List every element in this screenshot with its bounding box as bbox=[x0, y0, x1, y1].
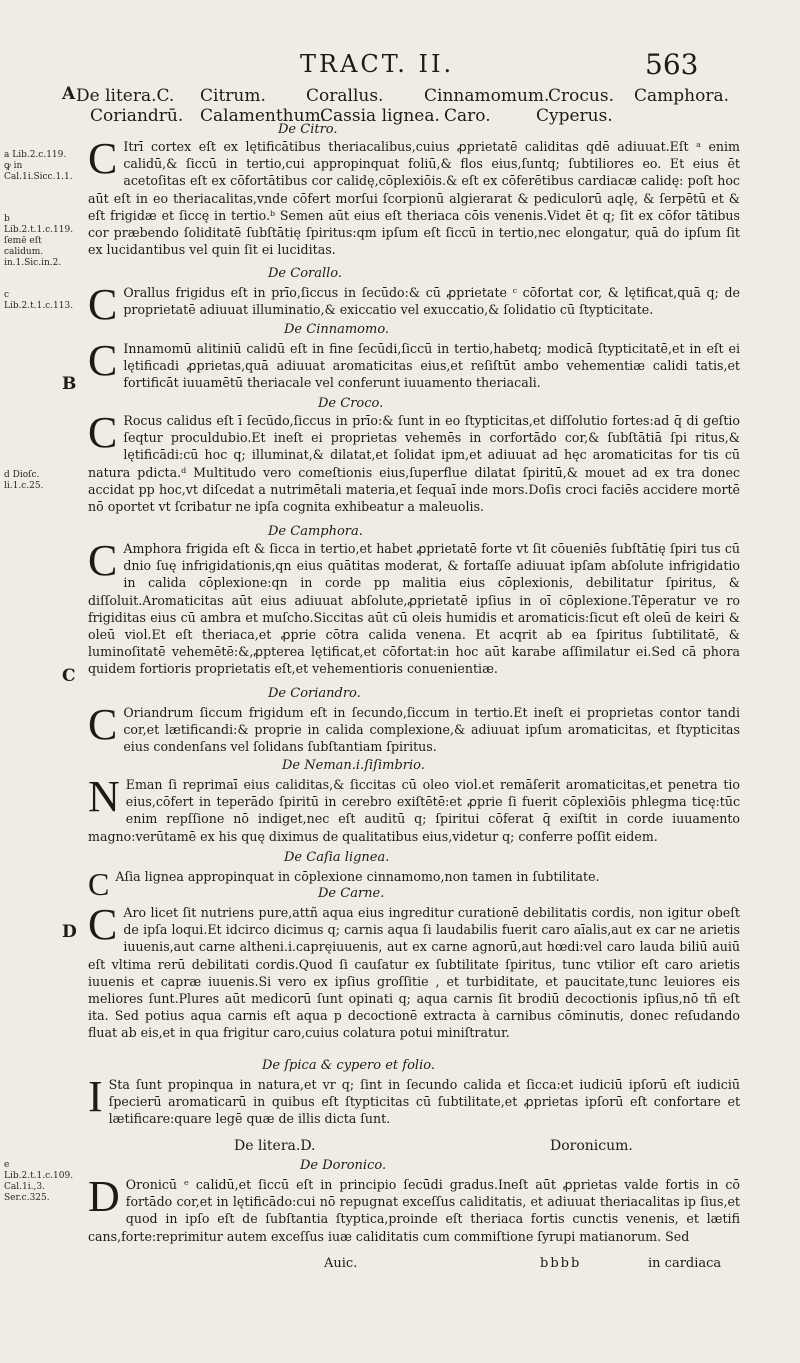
drop-cap: C bbox=[88, 280, 118, 329]
margin-note-a: a Lib.2.c.119. ꝙ in Cal.1i.Sicc.1.1. bbox=[4, 150, 73, 182]
paragraph-text: Rocus calidus eſt ī ſecūdo,ſiccus in prīo:& ſunt in eo ſtypticitas,et diſſolutio fortes:ad q̄ di geſtio ſeqtur proculdubio.Et ineſt ei proprietas vehemēs in corfortādo cor,& ſubſtātiā ſpi ritus,& lętificādi:cū hoc q; illuminat,& dilatat,et ſolidat ipm,et adiuuat ad hęc aromaticitas for tis cū natura pdicta.ᵈ Multitudo vero comeſtionis eius,ſuperflue dilatat ſpiritū,& mouet ad ex tra donec accidat pp hoc,vt diſcedat a nutrimētali materia,et ſequaī inde mors.Doſis croci faciēs accidere mortē nō oportet vt ſcribatur ne ipſa cognita exhibeatur a maleuolis. bbox=[88, 413, 740, 515]
drop-cap: C bbox=[88, 134, 118, 183]
paragraph-text: Aſia lignea appropinquat in cōplexione cinnamomo,non tamen in ſubtilitate. bbox=[115, 869, 600, 884]
index-entry: De litera.C. bbox=[76, 86, 175, 106]
section-title-neman: De Neman.i.ſiſimbrio. bbox=[282, 758, 425, 773]
catchword-left: Auic. bbox=[324, 1256, 358, 1271]
paragraph-spica bbox=[88, 1072, 740, 1128]
index-entry: Coriandrū. bbox=[90, 106, 184, 126]
section-title-doronico: De Doronico. bbox=[300, 1158, 387, 1173]
catchword-right: in cardiaca bbox=[648, 1256, 722, 1271]
section-letter-a: A bbox=[62, 84, 76, 104]
section-title-coriandro: De Coriandro. bbox=[268, 686, 361, 701]
paragraph-corallo bbox=[88, 280, 740, 329]
margin-note-d: d Dioſc. li.1.c.25. bbox=[4, 470, 44, 491]
paragraph-text: Oronicū ᵉ calidū,et ſiccū eſt in principio ſecūdi gradus.Ineſt aūt ꝓprietas valde fortis in cō fortādo cor,et in lętificādo:cui nō repugnat exceſſus caliditatis, et adiuuat theriacalitas ip ſius,et quod in ipſo eſt de ſubſtantia ſtyptica,proinde eſt theriaca fortis cunctis venenis, et lætifi cans,forte:reprimitur autem exceſſus iuæ caliditatis cum commiſtione ſyrupi matianorum. Sed bbox=[88, 1177, 740, 1244]
running-title: TRACT. II. bbox=[300, 50, 455, 78]
index-entry: Crocus. bbox=[548, 86, 614, 106]
index-entry: Calamenthum. bbox=[200, 106, 327, 126]
drop-cap: C bbox=[88, 408, 118, 457]
paragraph-croco bbox=[88, 408, 740, 515]
paragraph-citro bbox=[88, 134, 740, 258]
paragraph-text: Aro licet ſit nutriens pure,attñ aqua eius ingreditur curationē debilitatis cordis, non igitur obeſt de ipſa loqui.Et idcirco dicimus q; carnis aqua ſi laudabilis fuerit caro aīalis,aut ex car ne arietis iuuenis,aut carne altheni.i.capręiuuenis, aut ex carne agnorū,aut hœdi:vel caro lauda biliū auiū eſt vltima rerū debilitati cordis.Quod ſi cauſatur ex ſubtilitate ſpiritus, tunc vtilior eſt caro arietis iuuenis et capræ iuuenis.Si vero ex ipſius groſſitie , et turbiditate, et paucitate,tunc leuiores eis meliores ſunt.Plures aūt medicorū ſunt opinati q; aqua carnis ſit brodiū decoctionis ipſius,nō tñ eſt ita. Sed potius aqua carnis eſt aqua p decoctionē extracta à carnibus cōminutis, donec reſudando fluat ab eis,et in qua frigitur caro,cuius colatura potui miniſtratur. bbox=[88, 905, 740, 1041]
index-row-1 bbox=[60, 86, 750, 106]
index-heading-d: De litera.D. bbox=[234, 1138, 316, 1154]
margin-note-c: c Lib.2.t.1.c.113. bbox=[4, 290, 74, 311]
section-title-spica: De ſpica & cypero et folio. bbox=[262, 1058, 435, 1073]
page-number: 563 bbox=[645, 48, 699, 81]
drop-cap: I bbox=[88, 1072, 103, 1121]
paragraph-doronico bbox=[88, 1172, 740, 1245]
paragraph-text: Innamomū alitiniū calidū eſt in fine ſecūdi,ſiccū in tertio,habetq; modicā ſtypticitatē,et in eſt ei lętificadi ꝓprietas,quā adiuuat aromaticitas eius,et reſiſtūt ambo vehementiæ calidi tatis,et fortificāt iuuamētū theriacale vel conferunt iuuamento theriacali. bbox=[123, 341, 740, 391]
index-entry-doronicum: Doronicum. bbox=[550, 1138, 633, 1154]
index-entry: Caro. bbox=[444, 106, 491, 126]
paragraph-camphora bbox=[88, 536, 740, 678]
paragraph-cinnamomo bbox=[88, 336, 740, 392]
paragraph-text: Amphora frigida eſt & ſicca in tertio,et habet ꝓprietatē forte vt ſit cōueniēs ſubſtātię ſpiri tus cū dnio ſuę infrigidationis,qn eius quātitas moderat, & fortaſſe adiuuat ipſam abſolute infrigidatio in calida cōplexione:qn in corde pp malitia eius cōplexionis, debilitatur ſpiritus, & diſſoluit.Aromaticitas aūt eius adiuuat abſolute,ꝓprietatē ipſius in oī cōplexione.Tēperatur ve ro frigiditas eius cū ambra et muſcho.Siccitas aūt cū oleis humidis et aromaticis:ſicut eſt oleū de keiri & oleū viol.Et eſt theriaca,et ꝓprie cōtra calida venena. Et acqrit ab ea ſpiritus ſubtilitatē, & luminoſitatē vehemētē:&,ꝓpterea lętificat,et cōfortat:in hoc aūt karabe aſſimilatur ei.Sed cā phora quidem fortioris proprietatis eſt,et vehementioris conuenientiæ. bbox=[88, 541, 740, 677]
section-title-cinnamomo: De Cinnamomo. bbox=[284, 322, 390, 337]
paragraph-text: Oriandrum ſiccum frigidum eſt in ſecundo,ſiccum in tertio.Et ineſt ei proprietas contor tandi cor,et lætificandi:& proprie in calida complexione,& adiuuat ipſum aromaticitas, et ſtypticitas eius condenſans vel ſolidans ſubſtantiam ſpiritus. bbox=[123, 705, 740, 755]
margin-note-e: e Lib.2.t.1.c.109. Cal.1i.,3. Ser.c.325. bbox=[4, 1160, 74, 1203]
paragraph-carne bbox=[88, 900, 740, 1042]
paragraph-neman bbox=[88, 772, 740, 845]
paragraph-coriandro bbox=[88, 700, 740, 756]
section-title-carne: De Carne. bbox=[318, 886, 385, 901]
drop-cap: C bbox=[88, 866, 110, 902]
margin-note-b: b Lib.2.t.1.c.119. ſemē eſt calidum. in.1.Sic.in.2. bbox=[4, 214, 74, 268]
drop-cap: C bbox=[88, 536, 118, 585]
drop-cap: C bbox=[88, 900, 118, 949]
section-title-corallo: De Corallo. bbox=[268, 266, 343, 281]
index-entry: Cyperus. bbox=[536, 106, 613, 126]
index-entry: Corallus. bbox=[306, 86, 384, 106]
paragraph-text: Eman ſi reprimaī eius caliditas,& ſiccitas cū oleo viol.et remāſerit aromaticitas,et penetra tio eius,cōfert in teperādo ſpiritū in cerebro exiſtētē:et ꝓprie ſi fuerit cōplexiōis phlegma ticę:tūc enim repſſione nō indiget,nec eſt auditū q; ſpiritui cōferat q̄ exiſtit in corde iuuamento magno:verūtamē ex his quę diximus de qualitatibus eius,videtur q; conferre poſſit eidem. bbox=[88, 777, 740, 844]
index-row-2 bbox=[60, 106, 750, 126]
index-entry: Cinnamomum. bbox=[424, 86, 550, 106]
drop-cap: N bbox=[88, 772, 120, 821]
page-header bbox=[0, 48, 800, 88]
index-entry: Citrum. bbox=[200, 86, 266, 106]
paragraph-cassia bbox=[88, 866, 740, 902]
section-title-citro: De Citro. bbox=[278, 122, 338, 137]
section-letter-b: B bbox=[62, 374, 77, 394]
index-entry: Cassia lignea. bbox=[320, 106, 440, 126]
signature-mark: bbbb bbox=[540, 1256, 582, 1271]
paragraph-text: Orallus frigidus eſt in prīo,ſiccus in ſecūdo:& cū ꝓprietate ᶜ cōfortat cor, & lętificat,quā q; de proprietatē adiuuat illuminatio,& exiccatio vel exuccatio,& ſolidatio cū ſtypticitate. bbox=[123, 285, 740, 318]
drop-cap: C bbox=[88, 700, 118, 749]
section-title-croco: De Croco. bbox=[318, 396, 384, 411]
index-entry: Camphora. bbox=[634, 86, 729, 106]
section-letter-d: D bbox=[62, 922, 77, 942]
drop-cap: C bbox=[88, 336, 118, 385]
section-title-camphora: De Camphora. bbox=[268, 524, 363, 539]
section-letter-c: C bbox=[62, 666, 76, 686]
drop-cap: D bbox=[88, 1172, 120, 1221]
section-title-cassia: De Caſia lignea. bbox=[284, 850, 390, 865]
paragraph-text: Itrī cortex eſt ex lętificātibus theriacalibus,cuius ꝓprietatē caliditas qdē adiuuat.Eſt ᵃ enim calidū,& ſiccū in tertio,cui appropinquat foliū,& flos eius,ſuntq; ſubtiliores eo. Et eius ēt acetoſitas eſt ex cōfortātibus cor calidę,cōplexiōis.& eſt ex cōferētibus cardiacæ calidę: poſt hoc aūt eſt in eo theriacalitas,vnde cōfert morſui ſcorpionū algierarat & pediculorū aqlę, & ſerpētū et & eſt frigidæ et ſiccę in tertio.ᵇ Semen aūt eius eſt theriaca cōis venenis.Videt ēt q; ſit ex cōfor tātibus cor præbendo ſoliditatē ſubſtātię ſpiritus:qm ipſum eſt ſiccū in tertio,nec elongatur, quā do ipſum ſit ex lucidantibus vel quin ſit ei luciditas. bbox=[88, 139, 740, 258]
paragraph-text: Sta ſunt propinqua in natura,et vr q; ſint in ſecundo calida et ſicca:et iudiciū ipſorū eſt iudiciū ſpecierū aromaticarū in quibus eſt ſtypticitas cū ſubtilitate,et ꝓprietas ipſorū eſt confortare et lætificare:quare legē quæ de illis dicta ſunt. bbox=[108, 1077, 740, 1127]
